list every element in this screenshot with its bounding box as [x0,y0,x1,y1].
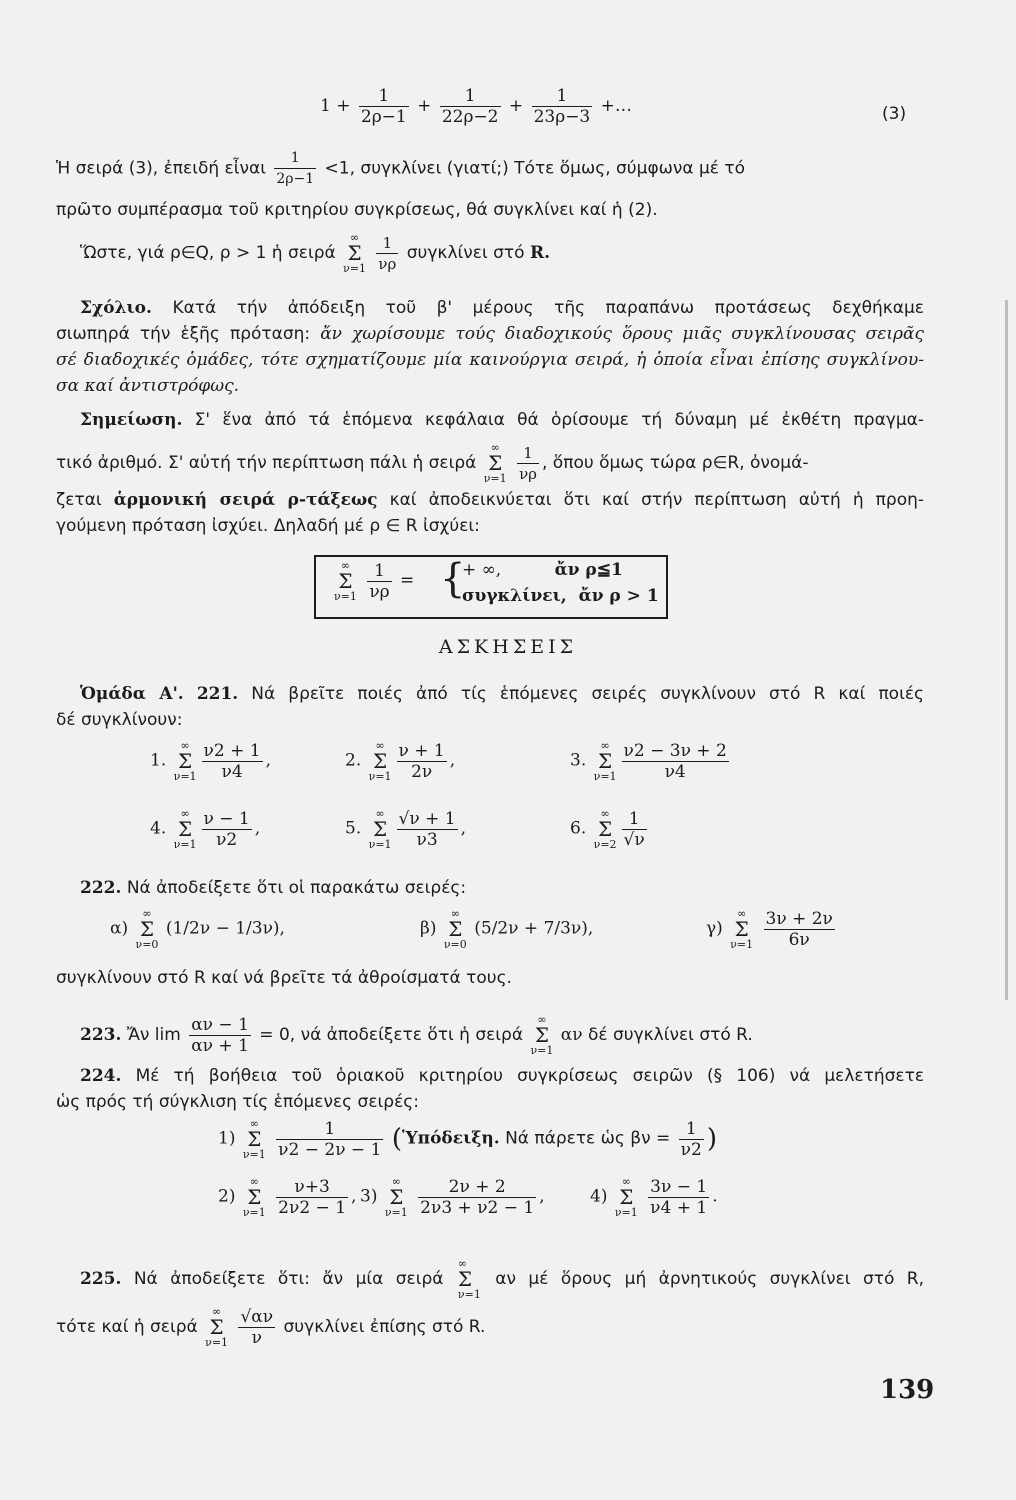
paragraph-2: Ὥστε, γιά ρ∈Q, ρ > 1 ἡ σειρά ∞ Σ ν=1 $\frac{1}{\nu\rho}$ συγκλίνει στό R. [80,231,550,275]
equation-3: 1 + $\frac{1}{2\rho-1}$ + $\frac{1}{22\rho-2}$ + $\frac{1}{23\rho-3}$ +… [320,86,632,127]
ex222-line-2: συγκλίνουν στό R καί νά βρεῖτε τά ἀθροίσματά τους. [56,968,512,988]
ex221-line-1: Ὁμάδα Α'. 221. Νά βρεῖτε ποιές ἀπό τίς ἑπόμενες σειρές συγκλίνουν στό R καί ποιές [80,684,924,704]
ex221-item-2: 2. ∞ Σ ν=1 $\frac{\nu + 1}{2\nu}$ , [345,739,456,783]
scholio-line-4: σα καί ἀντιστρόφως. [56,376,239,396]
ex222-b: β) ∞ Σ ν=0 (5/2ν + 7/3ν), [420,907,594,951]
note-line-1: Σημείωση. Σ' ἕνα ἀπό τά ἑπόμενα κεφάλαια θά ὁρίσουμε τή δύναμη μέ ἐκθέτη πραγμα- [80,410,925,430]
box-case-2: συγκλίνει, ἄν ρ > 1 [462,586,659,606]
note-line-2: τικό ἀριθμό. Σ' αὐτή τήν περίπτωση πάλι ἡ σειρά ∞ Σ ν=1 $\frac{1}{\nu\rho}$ , ὅπου ὅμως τώρα ρ∈R, ὀνομά- [56,441,809,485]
ex224-line-2: ὡς πρός τή σύγκλιση τίς ἑπόμενες σειρές: [56,1092,419,1112]
ex224-item-1: 1) ∞ Σ ν=1 $\frac{1}{\nu 2 - 2\nu - 1}$ (Ὑπόδειξη. Νά πάρετε ὡς βν = $\frac{1}{\nu 2}$ ) [218,1117,717,1161]
ex221-line-2: δέ συγκλίνουν: [56,710,183,730]
brace: { [440,556,466,602]
ex224-item-2: 2) ∞ Σ ν=1 $\frac{\nu+3}{2\nu 2 - 1}$ , [218,1175,357,1219]
box-case-1: + ∞, ἄν ρ≦1 [462,560,623,580]
ex224-item-3: 3) ∞ Σ ν=1 $\frac{2\nu + 2}{2\nu 3 + \nu 2 - 1}$ , [360,1175,545,1219]
ex221-item-3: 3. ∞ Σ ν=1 $\frac{\nu 2 - 3\nu + 2}{\nu 4}$ [570,739,727,783]
boxed-sum: ∞ Σ ν=1 $\frac{1}{\nu\rho}$ = [334,559,415,603]
page-edge-shadow [1005,300,1008,1000]
ex225-line-2: τότε καί ἡ σειρά ∞ Σ ν=1 $\frac{√\alpha\nu}{\nu}$ συγκλίνει ἐπίσης στό R. [56,1305,486,1349]
ex223: 223. Ἄν lim $\frac{\alpha\nu - 1}{\alpha\nu + 1}$ = 0, νά ἀποδείξετε ὅτι ἡ σειρά ∞ Σ ν=1 αν δέ συγκλίνει στό R. [80,1013,753,1057]
paragraph-1-line-2: πρῶτο συμπέρασμα τοῦ κριτηρίου συγκρίσεως, θά συγκλίνει καί ἡ (2). [56,200,658,220]
ex221-item-5: 5. ∞ Σ ν=1 $\frac{√\nu + 1}{\nu 3}$ , [345,807,466,851]
page-number: 139 [880,1375,935,1405]
ex224-line-1: 224. Μέ τή βοήθεια τοῦ ὁριακοῦ κριτηρίου συγκρίσεως σειρῶν (§ 106) νά μελετήσετε [80,1066,925,1086]
ex222-a: α) ∞ Σ ν=0 (1/2ν − 1/3ν), [110,907,285,951]
exercises-heading: ΑΣΚΗΣΕΙΣ [438,636,578,658]
ex221-item-4: 4. ∞ Σ ν=1 $\frac{\nu - 1}{\nu 2}$ , [150,807,261,851]
scholio-line-2: σιωπηρά τήν ἑξῆς πρόταση: ἄν χωρίσουμε τούς διαδοχικούς ὅρους μιᾶς συγκλίνουσας σειρᾶς [56,324,924,344]
note-line-4: γούμενη πρόταση ἰσχύει. Δηλαδή μέ ρ ∈ R ἰσχύει: [56,516,480,536]
eq3-lead: 1 + [320,96,351,116]
note-line-3: ζεται ἁρμονική σειρά ρ-τάξεως καί ἀποδεικνύεται ὅτι καί στήν περίπτωση αὐτή ἡ προη- [56,490,925,510]
equation-3-label: (3) [882,104,907,124]
scholio-line-3: σέ διαδοχικές ὁμάδες, τότε σχηματίζουμε μία καινούργια σειρά, ἡ ὁποία εἶναι ἐπίσης συγκλίνου- [56,350,924,370]
paragraph-1-line-1: Ἡ σειρά (3), ἐπειδή εἶναι $\frac{1}{2\rho-1}$ <1, συγκλίνει (γιατί;) Τότε ὅμως, σύμφωνα μέ τό [56,150,746,187]
ex221-item-6: 6. ∞ Σ ν=2 $\frac{1}{√\nu}$ [570,807,645,851]
ex225-line-1: 225. Νά ἀποδείξετε ὅτι: ἄν μία σειρά ∞ Σ ν=1 αν μέ ὅρους μή ἀρνητικούς συγκλίνει στό R, [80,1257,925,1301]
ex222-g: γ) ∞ Σ ν=1 $\frac{3\nu + 2\nu}{6\nu}$ [706,907,833,951]
ex222-line-1: 222. Νά ἀποδείξετε ὅτι οἱ παρακάτω σειρές: [80,878,467,898]
ex224-item-4: 4) ∞ Σ ν=1 $\frac{3\nu - 1}{\nu 4 + 1}$ . [590,1175,718,1219]
scholio-line-1: Σχόλιο. Κατά τήν ἀπόδειξη τοῦ β' μέρους τῆς παραπάνω προτάσεως δεχθήκαμε [80,298,924,318]
ex221-item-1: 1. ∞ Σ ν=1 $\frac{\nu 2 + 1}{\nu 4}$ , [150,739,271,783]
